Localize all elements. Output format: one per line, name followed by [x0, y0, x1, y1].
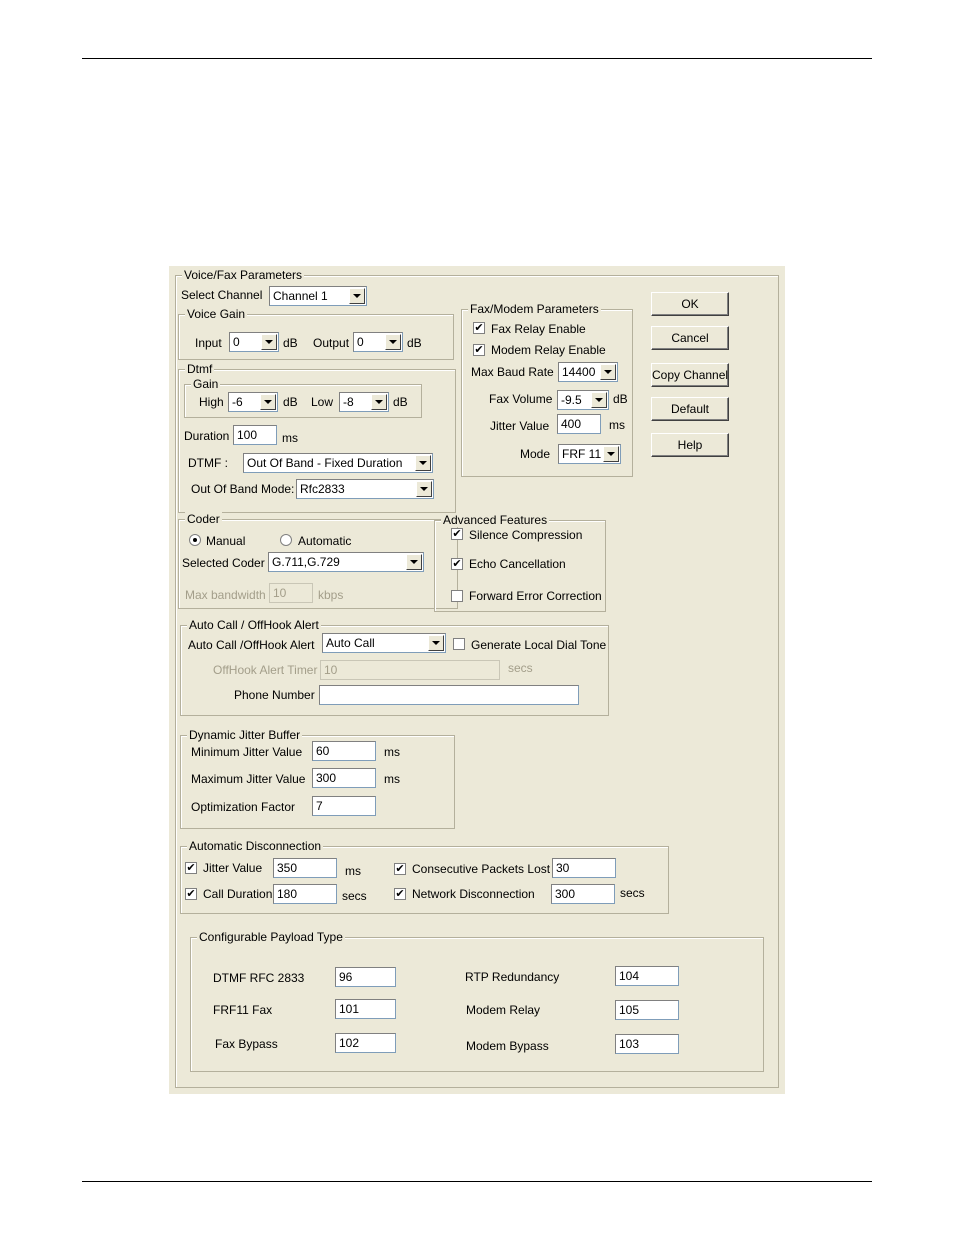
automatic-label: Automatic: [298, 534, 352, 548]
chevron-down-icon[interactable]: [415, 455, 431, 471]
chevron-down-icon[interactable]: [371, 394, 387, 410]
dtmf-low-unit: dB: [393, 395, 408, 409]
fm-mode-combo[interactable]: FRF 11: [558, 444, 621, 464]
rtp-redundancy-input[interactable]: 104: [615, 966, 679, 986]
offhook-timer-label: OffHook Alert Timer: [213, 663, 318, 677]
min-jitter-label: Minimum Jitter Value: [191, 745, 303, 759]
auto-call-title: Auto Call / OffHook Alert: [189, 618, 319, 632]
optimization-input[interactable]: 7: [312, 796, 376, 816]
frf11-fax-input[interactable]: 101: [335, 999, 396, 1019]
modem-bypass-input[interactable]: 103: [615, 1034, 679, 1054]
fax-volume-label: Fax Volume: [489, 392, 553, 406]
chevron-down-icon[interactable]: [261, 334, 277, 350]
ad-jitter-input[interactable]: 350: [273, 858, 337, 878]
dtmf-oob-combo[interactable]: Rfc2833: [296, 479, 434, 499]
auto-call-combo[interactable]: Auto Call: [322, 633, 446, 653]
optimization-label: Optimization Factor: [191, 800, 296, 814]
dial-tone-label: Generate Local Dial Tone: [471, 638, 607, 652]
voice-gain-title: Voice Gain: [187, 307, 246, 321]
select-channel-label: Select Channel: [181, 288, 263, 302]
packets-lost-checkbox[interactable]: ✔: [395, 863, 405, 875]
dtmf-low-label: Low: [311, 395, 334, 409]
cancel-button[interactable]: Cancel: [651, 326, 729, 350]
ad-jitter-checkbox[interactable]: ✔: [186, 862, 196, 874]
copy-channel-button[interactable]: Copy Channel: [651, 363, 729, 387]
select-channel-combo[interactable]: Channel 1: [269, 286, 367, 306]
chevron-down-icon[interactable]: [260, 394, 276, 410]
fm-mode-label: Mode: [520, 447, 551, 461]
fax-bypass-label: Fax Bypass: [215, 1037, 278, 1051]
phone-number-label: Phone Number: [234, 688, 315, 702]
frf11-fax-label: FRF11 Fax: [213, 1003, 273, 1017]
offhook-timer-unit: secs: [508, 661, 533, 675]
silence-compression-checkbox[interactable]: ✔: [452, 528, 462, 540]
ok-button[interactable]: OK: [651, 292, 729, 316]
call-duration-unit: secs: [342, 889, 367, 903]
voice-fax-parameters-title: Voice/Fax Parameters: [184, 268, 303, 282]
dtmf-high-combo[interactable]: -6: [228, 392, 278, 412]
max-bandwidth-input: 10: [269, 583, 313, 603]
voice-fax-dialog: [169, 266, 785, 1094]
modem-relay-input[interactable]: 105: [615, 1000, 679, 1020]
selected-coder-combo[interactable]: G.711,G.729: [268, 552, 424, 572]
voice-gain-output-unit: dB: [407, 336, 422, 350]
chevron-down-icon[interactable]: [603, 446, 619, 462]
dial-tone-checkbox[interactable]: [453, 638, 465, 650]
voice-gain-output-label: Output: [313, 336, 350, 350]
network-disconnection-input[interactable]: 300: [551, 884, 615, 904]
max-bandwidth-label: Max bandwidth: [185, 588, 266, 602]
phone-number-input[interactable]: [319, 685, 579, 705]
network-disconnection-unit: secs: [620, 886, 645, 900]
default-button[interactable]: Default: [651, 397, 729, 421]
auto-disconnection-title: Automatic Disconnection: [189, 839, 322, 853]
dtmf-gain-title: Gain: [193, 377, 219, 391]
voice-gain-input-label: Input: [195, 336, 222, 350]
dtmf-low-combo[interactable]: -8: [339, 392, 389, 412]
fm-jitter-unit: ms: [609, 418, 625, 432]
payload-type-title: Configurable Payload Type: [199, 930, 343, 944]
manual-label: Manual: [206, 534, 246, 548]
fm-jitter-input[interactable]: 400: [557, 414, 601, 434]
fax-bypass-input[interactable]: 102: [335, 1033, 396, 1053]
voice-gain-input-combo[interactable]: 0: [229, 332, 279, 352]
footer-rule: [82, 1181, 872, 1182]
packets-lost-input[interactable]: 30: [552, 858, 616, 878]
ad-jitter-label: Jitter Value: [203, 861, 263, 875]
dtmf-mode-combo[interactable]: Out Of Band - Fixed Duration: [243, 453, 433, 473]
call-duration-label: Call Duration: [203, 887, 273, 901]
manual-radio[interactable]: [189, 534, 201, 546]
dtmf-rfc-label: DTMF RFC 2833: [213, 971, 305, 985]
dtmf-rfc-input[interactable]: 96: [335, 967, 396, 987]
fax-volume-combo[interactable]: -9.5: [557, 390, 609, 410]
silence-compression-label: Silence Compression: [469, 528, 583, 542]
max-jitter-unit: ms: [384, 772, 400, 786]
network-disconnection-checkbox[interactable]: ✔: [395, 888, 405, 900]
network-disconnection-label: Network Disconnection: [412, 887, 535, 901]
max-jitter-input[interactable]: 300: [312, 768, 376, 788]
dtmf-duration-input[interactable]: 100: [233, 425, 277, 445]
fm-jitter-label: Jitter Value: [490, 419, 550, 433]
chevron-down-icon[interactable]: [416, 481, 432, 497]
call-duration-input[interactable]: 180: [273, 884, 337, 904]
echo-cancellation-checkbox[interactable]: ✔: [452, 558, 462, 570]
max-baud-label: Max Baud Rate: [471, 365, 554, 379]
dtmf-duration-label: Duration: [184, 429, 230, 443]
help-button[interactable]: Help: [651, 433, 729, 457]
max-jitter-label: Maximum Jitter Value: [191, 772, 306, 786]
modem-relay-checkbox[interactable]: ✔: [474, 344, 484, 356]
chevron-down-icon[interactable]: [428, 635, 444, 651]
chevron-down-icon[interactable]: [600, 364, 616, 380]
forward-error-correction-label: Forward Error Correction: [469, 589, 602, 603]
min-jitter-unit: ms: [384, 745, 400, 759]
dtmf-high-label: High: [199, 395, 224, 409]
max-bandwidth-unit: kbps: [318, 588, 344, 602]
echo-cancellation-label: Echo Cancellation: [469, 557, 566, 571]
chevron-down-icon[interactable]: [349, 288, 365, 304]
call-duration-checkbox[interactable]: ✔: [186, 888, 196, 900]
fax-volume-unit: dB: [613, 392, 628, 406]
dtmf-oob-label: Out Of Band Mode:: [191, 482, 295, 496]
auto-call-label: Auto Call /OffHook Alert: [188, 638, 315, 652]
chevron-down-icon[interactable]: [591, 392, 607, 408]
ad-jitter-unit: ms: [345, 864, 361, 878]
forward-error-correction-checkbox[interactable]: [451, 590, 463, 602]
selected-coder-label: Selected Coder: [182, 556, 265, 570]
jitter-buffer-title: Dynamic Jitter Buffer: [189, 728, 301, 742]
fax-relay-checkbox[interactable]: ✔: [474, 322, 484, 334]
dtmf-mode-label: DTMF :: [188, 456, 228, 470]
max-baud-combo[interactable]: 14400: [558, 362, 618, 382]
modem-bypass-label: Modem Bypass: [466, 1039, 549, 1053]
dtmf-duration-unit: ms: [282, 431, 298, 445]
dtmf-title: Dtmf: [187, 362, 213, 376]
chevron-down-icon[interactable]: [406, 554, 422, 570]
modem-relay-label: Modem Relay: [466, 1003, 541, 1017]
packets-lost-label: Consecutive Packets Lost: [412, 862, 551, 876]
voice-gain-input-unit: dB: [283, 336, 298, 350]
automatic-radio[interactable]: [280, 534, 292, 546]
chevron-down-icon[interactable]: [385, 334, 401, 350]
modem-relay-label: Modem Relay Enable: [491, 343, 606, 357]
coder-title: Coder: [187, 512, 220, 526]
rtp-redundancy-label: RTP Redundancy: [465, 970, 560, 984]
dtmf-high-unit: dB: [283, 395, 298, 409]
fax-relay-label: Fax Relay Enable: [491, 322, 586, 336]
voice-gain-output-combo[interactable]: 0: [353, 332, 403, 352]
advanced-features-title: Advanced Features: [443, 513, 548, 527]
fax-modem-title: Fax/Modem Parameters: [470, 302, 599, 316]
min-jitter-input[interactable]: 60: [312, 741, 376, 761]
header-rule: [82, 58, 872, 59]
offhook-timer-input: 10: [320, 660, 500, 680]
